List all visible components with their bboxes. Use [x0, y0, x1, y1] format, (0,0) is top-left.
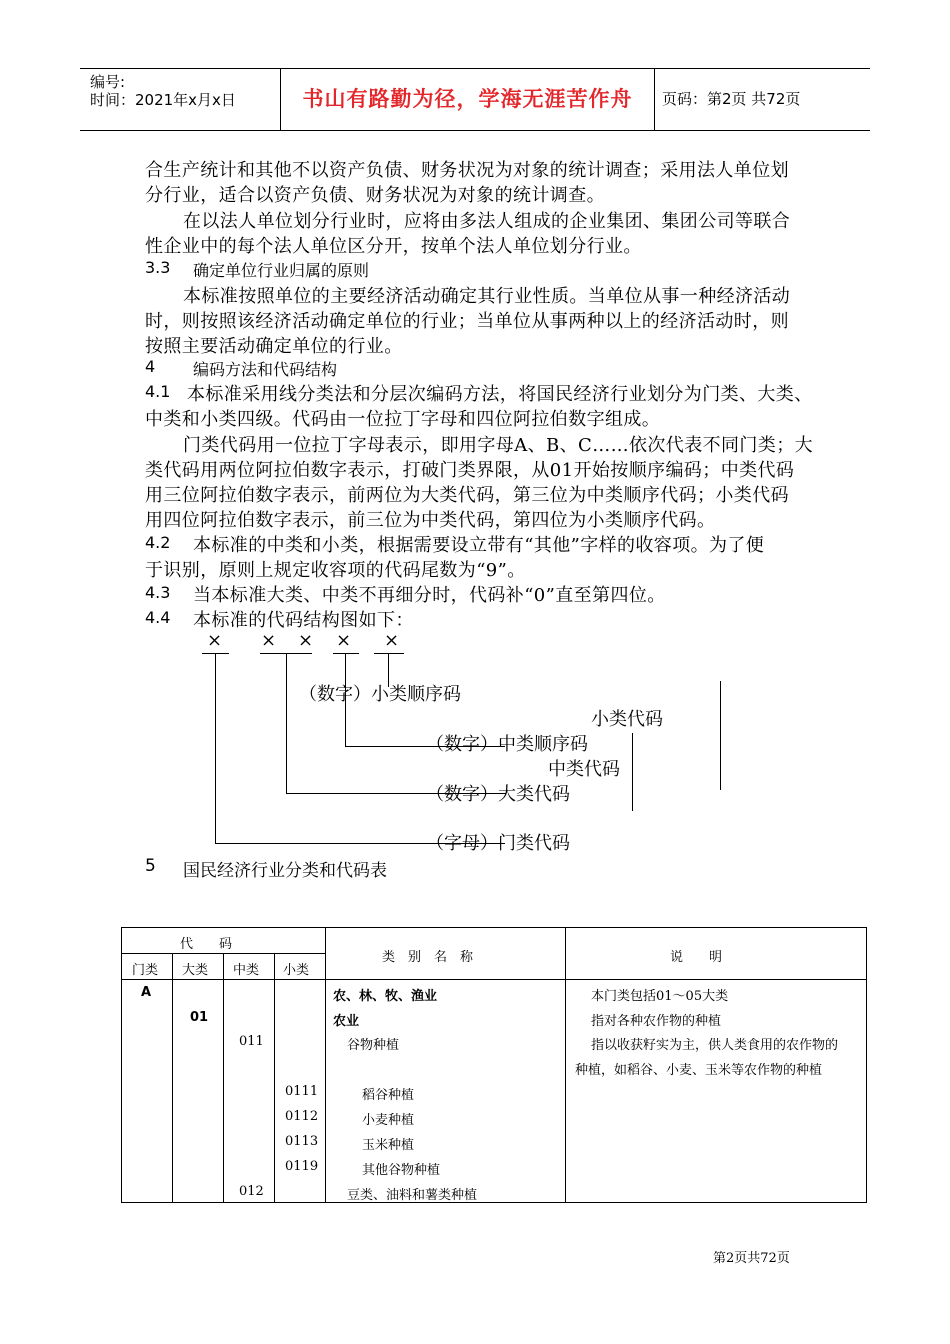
para-3-line-3: 按照主要活动确定单位的行业。: [145, 336, 403, 357]
section-4-3-number: 4.3: [145, 583, 171, 602]
para-4-line-3: 用三位阿拉伯数字表示，前两位为大类代码，第三位为中类顺序代码；小类代码: [145, 485, 789, 506]
x-mark-major-1: ×: [261, 630, 277, 651]
x-mark-section: ×: [207, 630, 223, 651]
underline-mid: [333, 653, 359, 654]
section-4-2-line-1: 本标准的中类和小类，根据需要设立带有“其他”字样的收容项。为了便: [193, 535, 765, 556]
row-5-name: 小麦种植: [362, 1113, 415, 1128]
row-1-name: 农业: [333, 1014, 360, 1029]
row-2-desc: 指以收获籽实为主，供人类食用的农作物的: [591, 1038, 839, 1053]
section-5-number: 5: [145, 856, 156, 876]
para-2-line-2: 性企业中的每个法人单位区分开，按单个法人单位划分行业。: [145, 236, 642, 257]
section-3-3-title: 确定单位行业归属的原则: [193, 261, 370, 280]
row-0-name: 农、林、牧、渔业: [333, 989, 438, 1004]
section-4-3-line-1: 当本标准大类、中类不再细分时，代码补“0”直至第四位。: [193, 585, 666, 606]
label-mid-code: 中类代码: [548, 759, 620, 780]
page-header: [80, 68, 870, 131]
row-4-name: 稻谷种植: [362, 1088, 415, 1103]
section-4-title: 编码方法和代码结构: [193, 360, 338, 379]
header-section: 门类: [132, 963, 159, 978]
para-1-line-1: 合生产统计和其他不以资产负债、财务状况为对象的统计调查；采用法人单位划: [145, 160, 789, 181]
header-code: 代 码: [180, 937, 233, 952]
hrule-code-sub: [122, 953, 325, 954]
stem-major: [286, 653, 287, 794]
vrule-5: [565, 928, 566, 1203]
row-4-small: 0111: [285, 1084, 319, 1099]
section-4-1-number: 4.1: [145, 382, 171, 401]
row-2-mid: 011: [239, 1034, 264, 1049]
label-mid-seq: （数字）中类顺序码: [426, 734, 588, 755]
stem-section: [215, 653, 216, 844]
hrule-header: [122, 979, 867, 980]
row-8-mid: 012: [239, 1184, 264, 1199]
bracket-mid-code: [632, 733, 633, 811]
label-major-code: （数字）大类代码: [426, 784, 570, 805]
para-3-line-2: 时，则按照该经济活动确定单位的行业；当单位从事两种以上的经济活动时，则: [145, 311, 789, 332]
header-desc: 说 明: [670, 950, 723, 965]
page-footer: 第2页共72页: [713, 1251, 790, 1266]
header-meta: [80, 69, 281, 130]
header-name: 类 别 名 称: [382, 950, 474, 965]
row-1-major: 01: [190, 1010, 209, 1025]
classification-table: [121, 927, 867, 1203]
para-4-line-4: 用四位阿拉伯数字表示，前三位为中类代码，第四位为小类顺序代码。: [145, 510, 716, 531]
header-mid: 中类: [233, 963, 260, 978]
section-4-1-line-2: 中类和小类四级。代码由一位拉丁字母和四位阿拉伯数字组成。: [145, 409, 661, 430]
label-small-code: 小类代码: [591, 709, 663, 730]
section-5-title: 国民经济行业分类和代码表: [183, 861, 387, 881]
section-4-2-number: 4.2: [145, 533, 171, 552]
header-major: 大类: [182, 963, 209, 978]
row-5-small: 0112: [285, 1109, 319, 1124]
para-1-line-2: 分行业，适合以资产负债、财务状况为对象的统计调查。: [145, 185, 605, 206]
row-0-desc: 本门类包括01～05大类: [591, 989, 729, 1004]
underline-small: [374, 653, 404, 654]
label-small-seq: （数字）小类顺序码: [299, 684, 461, 705]
section-4-4-line-1: 本标准的代码结构图如下：: [193, 610, 414, 631]
vrule-1: [172, 954, 173, 1203]
section-4-2-line-2: 于识别，原则上规定收容项的代码尾数为“9”。: [145, 560, 526, 581]
time-label: 时间：2021年x月x日: [90, 91, 236, 109]
row-7-small: 0119: [285, 1159, 319, 1174]
row-6-small: 0113: [285, 1134, 319, 1149]
vrule-2: [223, 954, 224, 1203]
vrule-3: [274, 954, 275, 1203]
label-section-code: （字母）门类代码: [426, 833, 570, 854]
header-page-info: 页码：第2页 共72页: [662, 90, 801, 108]
para-4-line-1: 门类代码用一位拉丁字母表示，即用字母A、B、C……依次代表不同门类；大: [183, 435, 813, 456]
row-8-name: 豆类、油料和薯类种植: [347, 1188, 478, 1203]
vrule-4: [325, 928, 326, 1203]
row-3-desc: 种植，如稻谷、小麦、玉米等农作物的种植: [575, 1063, 823, 1078]
row-0-section: A: [141, 985, 152, 1000]
bracket-small-code: [720, 681, 721, 790]
row-6-name: 玉米种植: [362, 1138, 415, 1153]
code-label: 编号:: [90, 73, 126, 91]
section-4-4-number: 4.4: [145, 608, 171, 627]
section-4-number: 4: [145, 357, 156, 376]
para-2-line-1: 在以法人单位划分行业时，应将由多法人组成的企业集团、集团公司等联合: [183, 211, 791, 232]
section-4-1-line-1: 本标准采用线分类法和分层次编码方法，将国民经济行业划分为门类、大类、: [187, 384, 813, 405]
row-2-name: 谷物种植: [347, 1038, 400, 1053]
para-4-line-2: 类代码用两位阿拉伯数字表示，打破门类界限，从01开始按顺序编码；中类代码: [145, 460, 795, 481]
row-1-desc: 指对各种农作物的种植: [591, 1014, 722, 1029]
x-mark-small: ×: [384, 630, 400, 651]
section-3-3-number: 3.3: [145, 258, 171, 277]
row-7-name: 其他谷物种植: [362, 1163, 441, 1178]
header-motto: 书山有路勤为径，学海无涯苦作舟: [281, 69, 655, 130]
x-mark-major-2: ×: [298, 630, 314, 651]
x-mark-mid: ×: [336, 630, 352, 651]
para-3-line-1: 本标准按照单位的主要经济活动确定其行业性质。当单位从事一种经济活动: [183, 286, 791, 307]
header-small: 小类: [283, 963, 310, 978]
